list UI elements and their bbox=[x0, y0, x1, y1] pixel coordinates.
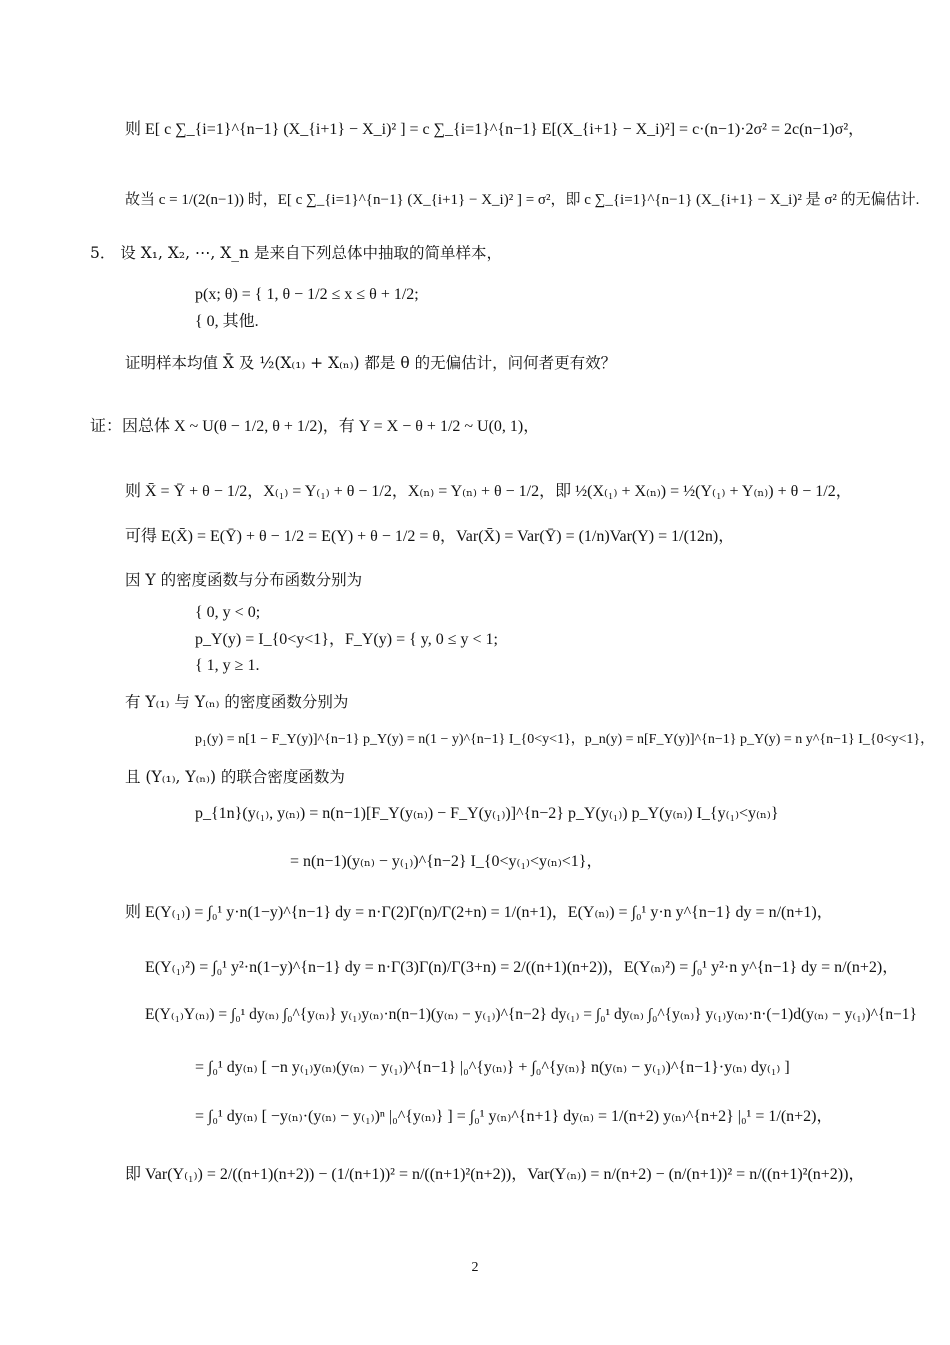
proof-uniform-transform: 证：因总体 X ~ U(θ − 1/2, θ + 1/2)，有 Y = X − θ + 1/2 ~ U(0, 1)， bbox=[90, 418, 540, 435]
equation-order-stat-density: p₁(y) = n[1 − F_Y(y)]^{n−1} p_Y(y) = n(1 − y)^{n−1} I_{0<y<1}，p_n(y) = n[F_Y(y)]^{n−1} p_Y(y) = n y^{n−1} I_{0<y<1}， bbox=[195, 732, 935, 747]
equation-unbiased-c: 故当 c = 1/(2(n−1)) 时，E[ c ∑_{i=1}^{n−1} (X_{i+1} − X_i)² ] = σ²，即 c ∑_{i=1}^{n−1} (X_{i+1} − X_i)² 是 σ² 的无偏估计. bbox=[125, 192, 920, 208]
text-order-stat-density: 有 Y₍₁₎ 与 Y₍ₙ₎ 的密度函数分别为 bbox=[125, 693, 349, 711]
cdf-case-1: { 0, y < 0; bbox=[195, 604, 261, 621]
problem-5-question: 证明样本均值 X̄ 及 ½(X₍₁₎ + X₍ₙ₎) 都是 θ 的无偏估计，问何者更有效？ bbox=[125, 354, 617, 372]
equation-transform-relations: 则 X̄ = Ȳ + θ − 1/2，X₍₁₎ = Y₍₁₎ + θ − 1/2，X₍ₙ₎ = Y₍ₙ₎ + θ − 1/2，即 ½(X₍₁₎ + X₍ₙ₎) = ½(Y₍₁₎ + Y₍ₙ₎) + θ − 1/2， bbox=[125, 483, 852, 500]
equation-mean-variance: 可得 E(X̄) = E(Ȳ) + θ − 1/2 = E(Y) + θ − 1/2 = θ，Var(X̄) = Var(Ȳ) = (1/n)Var(Y) = 1/(12n)， bbox=[125, 528, 735, 545]
problem-5-statement: 5． 设 X₁, X₂, ⋯, X_n 是来自下列总体中抽取的简单样本， bbox=[90, 244, 502, 262]
equation-variances: 即 Var(Y₍₁₎) = 2/((n+1)(n+2)) − (1/(n+1))² = n/((n+1)²(n+2))，Var(Y₍ₙ₎) = n/(n+2) − (n/(n+1))² = n/((n+1)²(n+2))， bbox=[125, 1166, 865, 1183]
equation-cross-moment-2: = ∫₀¹ dy₍ₙ₎ [ −n y₍₁₎y₍ₙ₎(y₍ₙ₎ − y₍₁₎)^{n−1} |₀^{y₍ₙ₎} + ∫₀^{y₍ₙ₎} n(y₍ₙ₎ − y₍₁₎)^{n−1}·y₍ₙ₎ dy₍₁₎ ] bbox=[195, 1059, 790, 1076]
cdf-case-2: p_Y(y) = I_{0<y<1}，F_Y(y) = { y, 0 ≤ y < 1; bbox=[195, 631, 498, 648]
equation-joint-density-2: = n(n−1)(y₍ₙ₎ − y₍₁₎)^{n−2} I_{0<y₍₁₎<y₍ₙ₎<1}， bbox=[290, 853, 603, 870]
text-joint-density: 且 (Y₍₁₎, Y₍ₙ₎) 的联合密度函数为 bbox=[125, 768, 345, 786]
equation-cross-moment-3: = ∫₀¹ dy₍ₙ₎ [ −y₍ₙ₎·(y₍ₙ₎ − y₍₁₎)ⁿ |₀^{y₍ₙ₎} ] = ∫₀¹ y₍ₙ₎^{n+1} dy₍ₙ₎ = 1/(n+2) y₍ₙ₎^{n+2} |₀¹ = 1/(n+2)， bbox=[195, 1108, 833, 1125]
density-case-2: { 0, 其他. bbox=[195, 313, 259, 330]
page-number: 2 bbox=[471, 1260, 479, 1275]
equation-second-moments: E(Y₍₁₎²) = ∫₀¹ y²·n(1−y)^{n−1} dy = n·Γ(3)Γ(n)/Γ(3+n) = 2/((n+1)(n+2))，E(Y₍ₙ₎²) = ∫₀¹ y²·n y^{n−1} dy = n/(n+2)， bbox=[145, 959, 899, 976]
equation-cross-moment-1: E(Y₍₁₎Y₍ₙ₎) = ∫₀¹ dy₍ₙ₎ ∫₀^{y₍ₙ₎} y₍₁₎y₍ₙ₎·n(n−1)(y₍ₙ₎ − y₍₁₎)^{n−2} dy₍₁₎ = ∫₀¹ dy₍ₙ₎ ∫₀^{y₍ₙ₎} y₍₁₎y₍ₙ₎·n·(−1)d(y₍ₙ₎ − y₍₁₎)^{n−1} bbox=[145, 1006, 917, 1023]
equation-joint-density-1: p_{1n}(y₍₁₎, y₍ₙ₎) = n(n−1)[F_Y(y₍ₙ₎) − F_Y(y₍₁₎)]^{n−2} p_Y(y₍₁₎) p_Y(y₍ₙ₎) I_{y₍₁₎<y₍ₙ₎} bbox=[195, 805, 779, 822]
text-density-distribution: 因 Y 的密度函数与分布函数分别为 bbox=[125, 571, 363, 589]
equation-expectation-sum: 则 E[ c ∑_{i=1}^{n−1} (X_{i+1} − X_i)² ] = c ∑_{i=1}^{n−1} E[(X_{i+1} − X_i)²] = c·(n−1)·2σ² = 2c(n−1)σ²， bbox=[125, 121, 865, 138]
density-case-1: p(x; θ) = { 1, θ − 1/2 ≤ x ≤ θ + 1/2; bbox=[195, 286, 419, 303]
cdf-case-3: { 1, y ≥ 1. bbox=[195, 657, 260, 674]
equation-expectations: 则 E(Y₍₁₎) = ∫₀¹ y·n(1−y)^{n−1} dy = n·Γ(2)Γ(n)/Γ(2+n) = 1/(n+1)，E(Y₍ₙ₎) = ∫₀¹ y·n y^{n−1} dy = n/(n+1)， bbox=[125, 904, 833, 921]
